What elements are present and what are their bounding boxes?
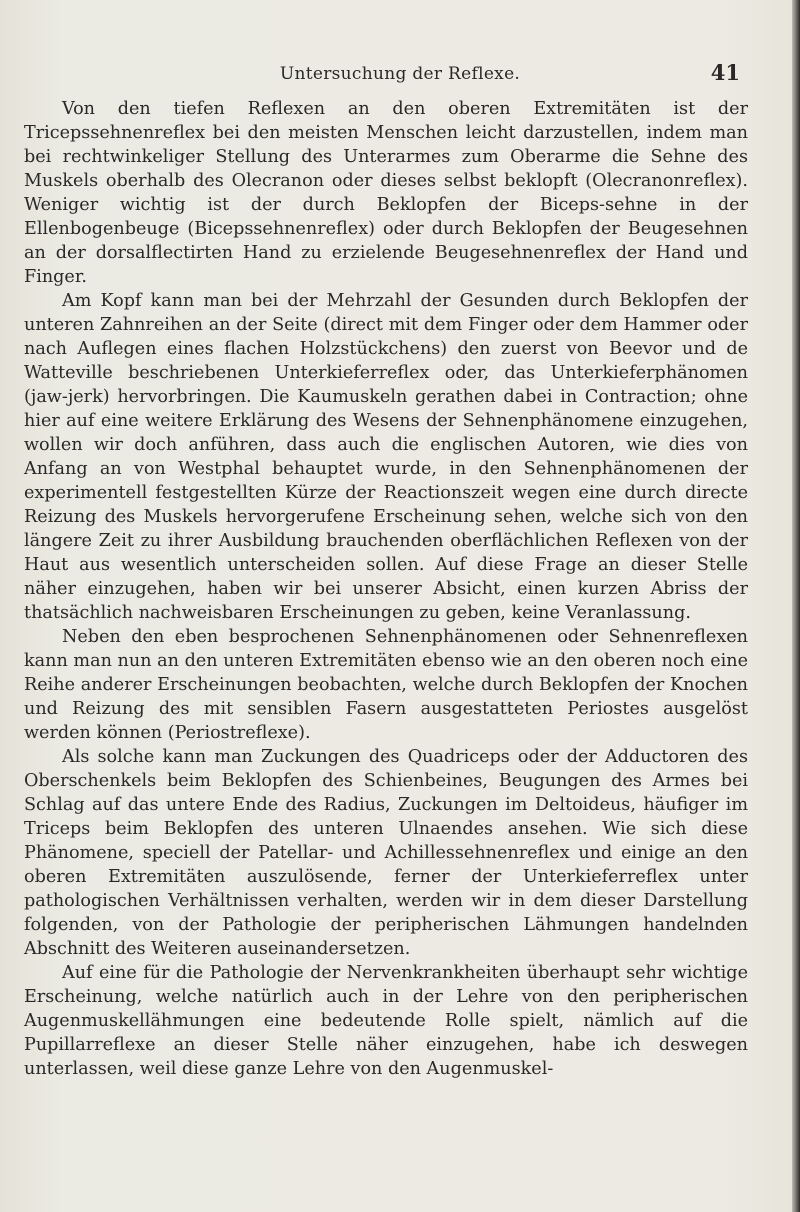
paragraph-triceps-reflex: Von den tiefen Reflexen an den oberen Extremitäten ist der Tricepssehnenreflex bei den meisten Menschen leicht darzustellen, indem man bei rechtwinkeliger Stellung des Unterarmes zum Oberarme die Sehne des Muskels oberhalb des Olecranon oder dieses selbst beklopft (Olecranonreflex). Weniger wichtig ist der durch Beklopfen der Biceps-sehne in der Ellenbogenbeuge (Bicepssehnenreflex) oder durch Beklopfen der Beugesehnen an der dorsalflectirten Hand zu erzielende Beugesehnenreflex der Hand und Finger. xyxy=(24,99,748,287)
page-header xyxy=(60,60,740,94)
running-title: Untersuchung der Reflexe. xyxy=(279,64,521,84)
page-number: 41 xyxy=(710,60,740,85)
paragraph-pupil-reflex: Auf eine für die Pathologie der Nervenkrankheiten überhaupt sehr wichtige Erscheinung, welche natürlich auch in der Lehre von den peripherischen Augenmuskellähmungen eine bedeutende Rolle spielt, nämlich auf die Pupillarreflexe an dieser Stelle näher einzugehen, habe ich deswegen unterlassen, weil diese ganze Lehre von den Augenmuskel- xyxy=(24,963,748,1079)
paragraph-muscle-twitches: Als solche kann man Zuckungen des Quadriceps oder der Adductoren des Oberschenkels beim Beklopfen des Schienbeines, Beugungen des Armes bei Schlag auf das untere Ende des Radius, Zuckungen im Deltoideus, häufiger im Triceps beim Beklopfen des unteren Ulnaendes ansehen. Wie sich diese Phänomene, speciell der Patellar- und Achillessehnenreflex und einige an den oberen Extremitäten auszulösende, ferner der Unterkieferreflex unter pathologischen Verhältnissen verhalten, werden wir in dem dieser Darstellung folgenden, von der Pathologie der peripherischen Lähmungen handelnden Abschnitt des Weiteren auseinandersetzen. xyxy=(24,747,748,959)
paragraph-jaw-jerk: Am Kopf kann man bei der Mehrzahl der Gesunden durch Beklopfen der unteren Zahnreihen an der Seite (direct mit dem Finger oder dem Hammer oder nach Auflegen eines flachen Holzstückchens) den zuerst von Beevor und de Watteville beschriebenen Unterkieferreflex oder, das Unterkieferphänomen (jaw-jerk) hervorbringen. Die Kaumuskeln gerathen dabei in Contraction; ohne hier auf eine weitere Erklärung des Wesens der Sehnenphänomene einzugehen, wollen wir doch anführen, dass auch die englischen Autoren, wie dies von Anfang an von Westphal behauptet wurde, in den Sehnenphänomenen der experimentell festgestellten Kürze der Reactionszeit wegen eine durch directe Reizung des Muskels hervorgerufene Erscheinung sehen, welche sich von den längere Zeit zu ihrer Ausbildung brauchenden oberflächlichen Reflexen von der Haut aus wesentlich unterscheiden sollen. Auf diese Frage an dieser Stelle näher einzugehen, haben wir bei unserer Absicht, einen kurzen Abriss der thatsächlich nachweisbaren Erscheinungen zu geben, keine Veranlassung. xyxy=(24,291,748,623)
paragraph-periost-reflex: Neben den eben besprochenen Sehnenphänomenen oder Sehnenreflexen kann man nun an den unteren Extremitäten ebenso wie an den oberen noch eine Reihe anderer Erscheinungen beobachten, welche durch Beklopfen der Knochen und Reizung des mit sensiblen Fasern ausgestatteten Periostes ausgelöst werden können (Periostreflexe). xyxy=(24,627,748,743)
page-edge-shadow xyxy=(792,0,800,1212)
body-text xyxy=(24,97,748,1081)
